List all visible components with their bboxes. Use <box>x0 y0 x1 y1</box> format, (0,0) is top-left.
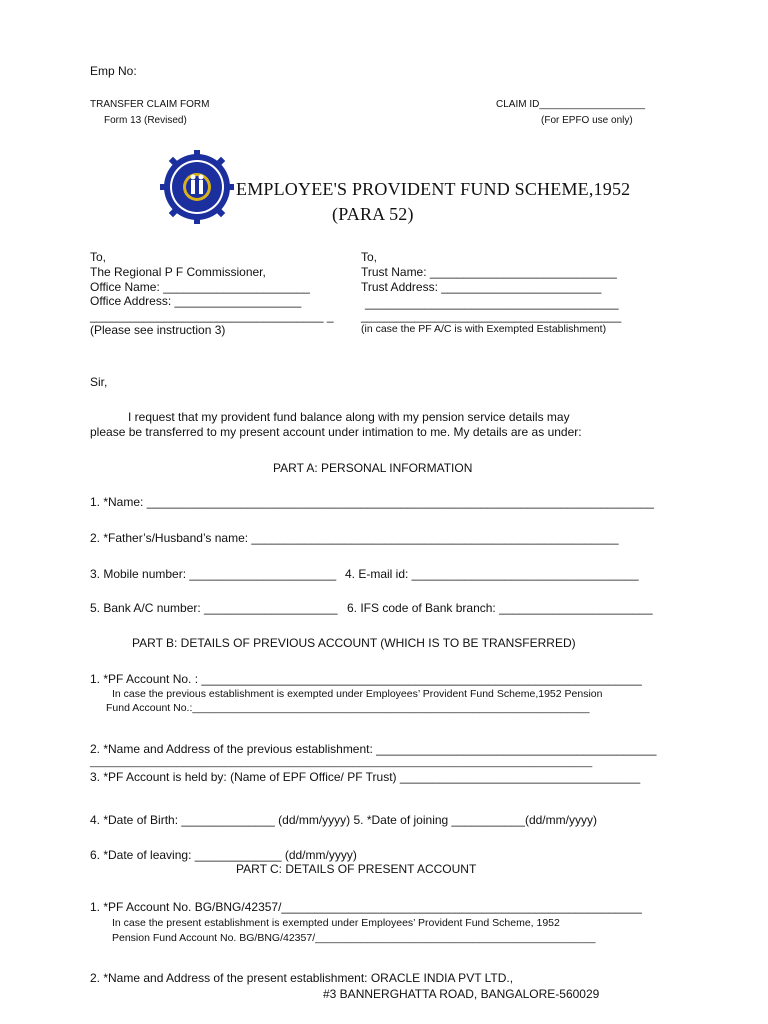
previous-establishment-line: ______________________________________________________________________________________ <box>90 756 593 768</box>
office-address-line: ___________________________________ _ <box>90 309 334 323</box>
present-pension-account-field: Pension Fund Account No. BG/BNG/42357/________________________________________________ <box>112 932 596 944</box>
to-right: To, <box>361 250 378 264</box>
epfo-emblem-icon <box>160 147 234 227</box>
form-subtitle: Form 13 (Revised) <box>104 115 187 126</box>
office-address-field: Office Address: ___________________ <box>90 294 302 308</box>
bank-account-field: 5. Bank A/C number: ____________________ <box>90 601 338 615</box>
present-establishment-address: #3 BANNERGHATTA ROAD, BANGALORE-560029 <box>323 987 600 1001</box>
form-title: TRANSFER CLAIM FORM <box>90 99 210 110</box>
request-line-2: please be transferred to my present account under intimation to me. My details are as under: <box>90 425 582 439</box>
claim-id-field: CLAIM ID___________________ <box>496 99 646 110</box>
salutation: Sir, <box>90 375 108 389</box>
trust-address-line-2: _______________________________________ <box>361 309 622 323</box>
previous-pension-account-field: Fund Account No.:____________________________________________________________________ <box>106 702 590 714</box>
previous-pf-account-field: 1. *PF Account No. : __________________________________________________________________ <box>90 672 642 686</box>
trust-address-line-1: ______________________________________ <box>365 296 619 310</box>
previous-exempt-note: In case the previous establishment is exempted under Employees’ Provident Fund Scheme,1952 Pension <box>112 688 603 700</box>
ifsc-field: 6. IFS code of Bank branch: _______________________ <box>347 601 653 615</box>
date-of-leaving-field: 6. *Date of leaving: _____________ (dd/mm/yyyy) <box>90 848 357 862</box>
previous-establishment-field: 2. *Name and Address of the previous establishment: __________________________________________ <box>90 742 657 756</box>
dob-doj-field: 4. *Date of Birth: ______________ (dd/mm/yyyy) 5. *Date of joining ___________(dd/mm/yyyy) <box>90 813 597 827</box>
email-field: 4. E-mail id: __________________________________ <box>345 567 639 581</box>
part-b-heading: PART B: DETAILS OF PREVIOUS ACCOUNT (WHICH IS TO BE TRANSFERRED) <box>132 636 576 650</box>
present-establishment-field: 2. *Name and Address of the present establishment: ORACLE INDIA PVT LTD., <box>90 971 514 985</box>
to-left: To, <box>90 250 107 264</box>
exempted-note: (in case the PF A/C is with Exempted Establishment) <box>361 323 607 335</box>
scheme-para: (PARA 52) <box>332 204 414 224</box>
emp-no-label: Emp No: <box>90 64 137 78</box>
part-c-heading: PART C: DETAILS OF PRESENT ACCOUNT <box>236 862 477 876</box>
pf-held-by-field: 3. *PF Account is held by: (Name of EPF Office/ PF Trust) ____________________________________ <box>90 770 641 784</box>
rpfc-line: The Regional P F Commissioner, <box>90 265 266 279</box>
epfo-use-note: (For EPFO use only) <box>541 115 633 126</box>
part-a-heading: PART A: PERSONAL INFORMATION <box>273 461 473 475</box>
mobile-number-field: 3. Mobile number: ______________________ <box>90 567 337 581</box>
office-name-field: Office Name: ______________________ <box>90 280 310 294</box>
scheme-title: EMPLOYEE'S PROVIDENT FUND SCHEME,1952 <box>236 179 631 199</box>
present-exempt-note: In case the present establishment is exempted under Employees’ Provident Fund Scheme, 1952 <box>112 917 560 929</box>
trust-address-field: Trust Address: ________________________ <box>361 280 602 294</box>
request-line-1: I request that my provident fund balance along with my pension service details may <box>128 410 570 424</box>
present-pf-account-field: 1. *PF Account No. BG/BNG/42357/______________________________________________________ <box>90 900 642 914</box>
name-field: 1. *Name: ____________________________________________________________________________ <box>90 495 654 509</box>
instruction-note: (Please see instruction 3) <box>90 323 226 337</box>
trust-name-field: Trust Name: ____________________________ <box>361 265 617 279</box>
father-husband-name-field: 2. *Father’s/Husband’s name: _______________________________________________________ <box>90 531 619 545</box>
